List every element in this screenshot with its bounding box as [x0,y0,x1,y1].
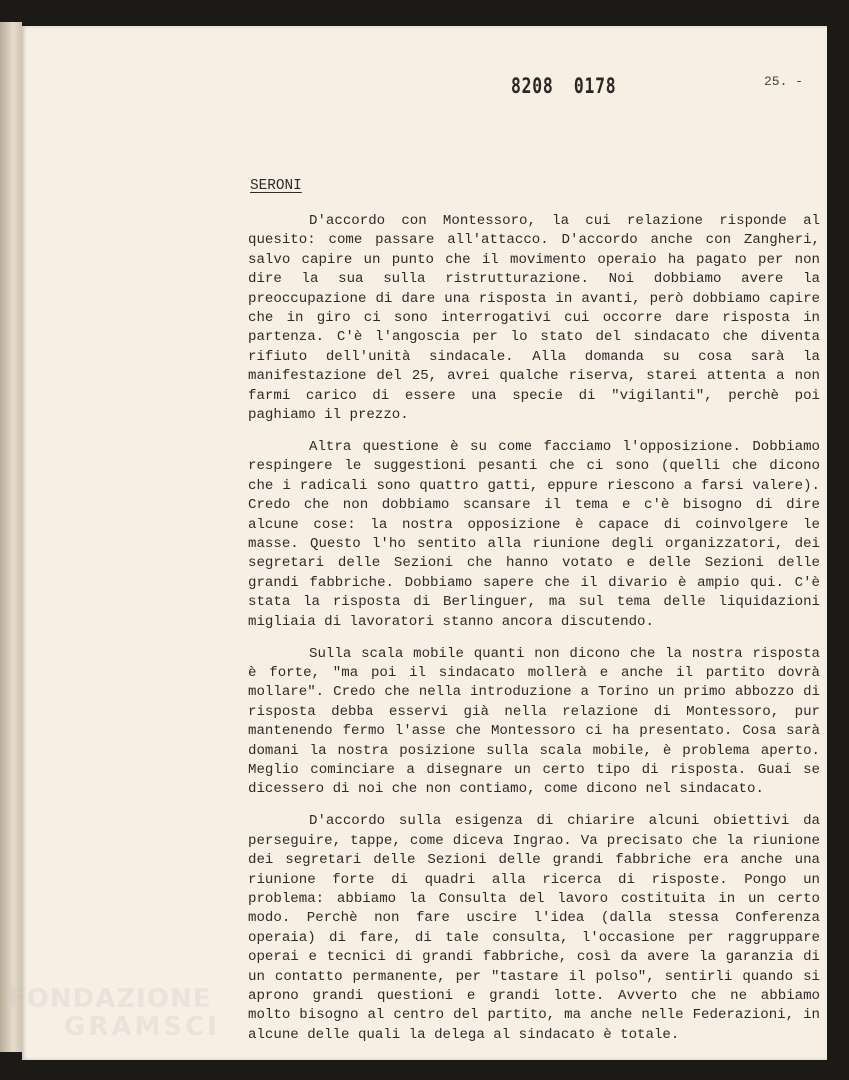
watermark-line-1: FONDAZIONE [8,984,212,1014]
stamp-number-1: 8208 [511,74,554,98]
page-number: 25. - [764,74,804,89]
paragraph-3: Sulla scala mobile quanti non dicono che la nostra risposta è forte, "ma poi il sindacato mollerà e anche il partito dovrà mollare". Credo che nella introduzione a Torino un primo abbozzo di risposta debba esservi già nella relazione di Montessoro, pur mantenendo fermo l'asse che Montessoro ci ha presentato. Cosa sarà domani la nostra posizione sulla scala mobile, è problema aperto. Meglio cominciare a disegnare un certo tipo di risposta. Guai se dicessero di noi che non contiamo, come dicono nel sindacato. [248,645,820,798]
watermark-line-2: GRAMSCI [64,1012,220,1042]
previous-page-edge [0,22,22,1052]
speaker-heading: SERONI [250,178,302,194]
document-page [22,26,827,1060]
stamp-number-2: 0178 [573,74,617,98]
document-body [248,212,820,1058]
archive-stamp-number [511,74,616,98]
paragraph-4: D'accordo sulla esigenza di chiarire alcuni obiettivi da perseguire, tappe, come diceva Ingrao. Va precisato che la riunione dei segretari delle Sezioni delle grandi fabbriche era anche una riunione forte di quadri alla ricerca di risposte. Pongo un problema: abbiamo la Consulta del lavoro costituita in un certo modo. Perchè non fare uscire l'idea (dalla stessa Conferenza operaia) di fare, di tale consulta, l'occasione per raggruppare operai e tecnici di grandi fabbriche, così da avere la garanzia di un contatto permanente, per "tastare il polso", sentirli quando si aprono grandi questioni e grandi lotte. Avverto che ne abbiamo molto bisogno al centro del partito, ma anche nelle Federazioni, in alcune delle quali la delega al sindacato è totale. [248,813,820,1043]
paragraph-2: Altra questione è su come facciamo l'opposizione. Dobbiamo respingere le suggestioni pesanti che ci sono (quelli che dicono che i radicali sono quattro gatti, eppure riescono a farsi valere). Credo che non dobbiamo scansare il tema e c'è bisogno di dire alcune cose: la nostra opposizione è capace di coinvolgere le masse. Questo l'ho sentito alla riunione degli organizzatori, dei segretari delle Sezioni che hanno votato e delle Sezioni delle grandi fabbriche. Dobbiamo sapere che il divario è ampio qui. C'è stata la risposta di Berlinguer, ma sul tema delle liquidazioni migliaia di lavoratori stanno ancora discutendo. [248,438,820,630]
paragraph-1: D'accordo con Montessoro, la cui relazione risponde al quesito: come passare all'attacco. D'accordo anche con Zangheri, salvo capire un punto che il movimento operaio ha pagato per non dire la sua sulla ristrutturazione. Noi dobbiamo avere la preoccupazione di dare una risposta in avanti, però dobbiamo capire che in giro ci sono interrogativi cui occorre dare risposta in partenza. C'è l'angoscia per lo stato del sindacato che diventa rifiuto dell'unità sindacale. Alla domanda su cosa sarà la manifestazione del 25, avrei qualche riserva, starei attenta a non farmi carico di essere una specie di "vigilanti", perchè poi paghiamo il prezzo. [248,213,820,424]
fondazione-gramsci-watermark [8,986,220,1040]
